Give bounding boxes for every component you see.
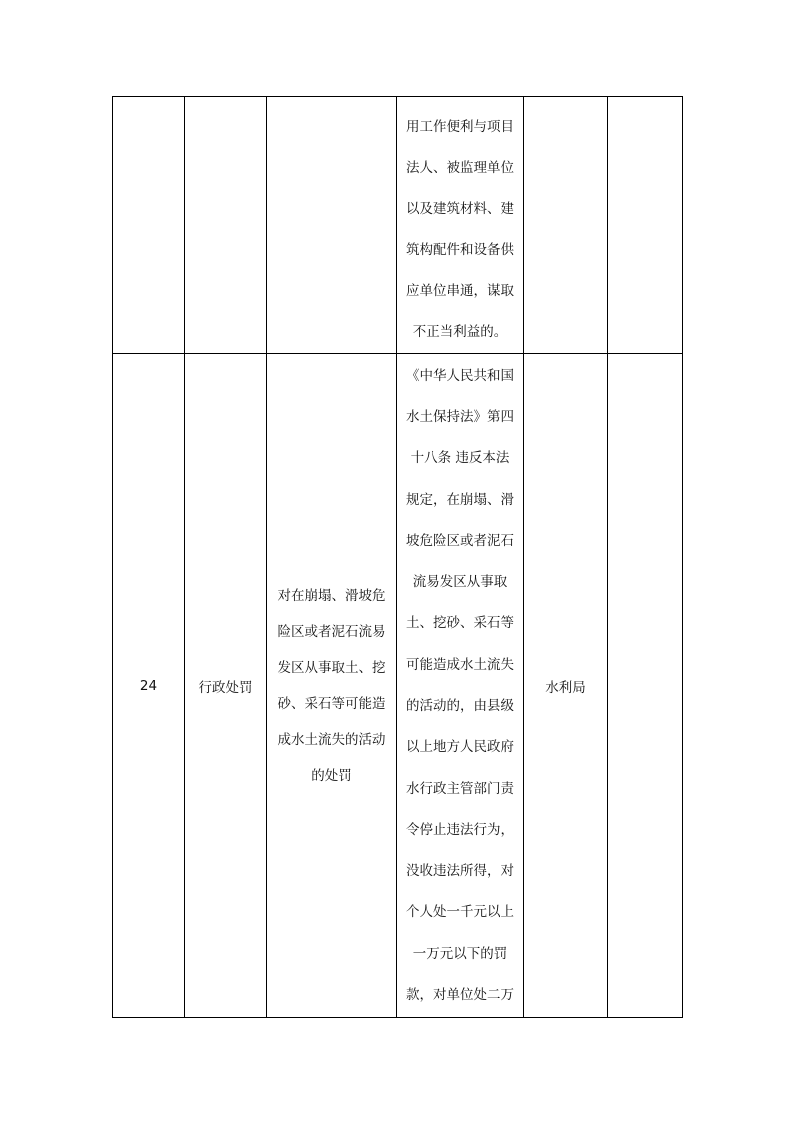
text-line: 的处罚 (311, 767, 352, 784)
text-line: 用工作便利与项目 (406, 119, 514, 135)
cell-legal-basis (397, 354, 524, 1018)
cell-department: 水利局 (524, 354, 608, 1018)
text-line: 《中华人民共和国 (406, 367, 514, 384)
text-line: 水土保持法》第四 (406, 408, 514, 425)
cell-category: 行政处罚 (185, 354, 267, 1018)
cell-item-name (267, 354, 397, 1018)
text-line: 成水土流失的活动 (277, 731, 386, 748)
text-line: 个人处一千元以上 (406, 904, 514, 921)
text-line: 应单位串通，谋取 (406, 283, 514, 299)
table-row-24 (113, 354, 683, 1018)
text-line: 的活动的，由县级 (406, 698, 514, 714)
text-line: 流易发区从事取 (412, 574, 508, 591)
text-line: 险区或者泥石流易 (277, 623, 386, 640)
text-line: 水行政主管部门责 (406, 780, 514, 797)
cell-legal-basis (397, 97, 524, 354)
text-line: 没收违法所得，对 (406, 863, 514, 880)
text-line: 坡危险区或者泥石 (406, 532, 514, 549)
text-line: 发区从事取土、挖 (277, 659, 386, 676)
text-line: 规定，在崩塌、滑 (406, 491, 514, 508)
cell-number (113, 97, 185, 354)
text-line: 以及建筑材料、建 (406, 201, 514, 217)
cell-category (185, 97, 267, 354)
cell-item-name (267, 97, 397, 354)
text-line: 土、挖砂、采石等 (406, 615, 514, 632)
power-list-table (112, 96, 683, 1018)
text-line: 款，对单位处二万 (406, 987, 514, 1004)
text-line: 以上地方人民政府 (406, 739, 514, 756)
cell-remarks (608, 354, 683, 1018)
legal-basis-text (397, 97, 523, 353)
text-line: 一万元以下的罚 (412, 945, 508, 962)
text-line: 令停止违法行为， (406, 821, 514, 838)
legal-basis-text (397, 355, 523, 1017)
text-line: 筑构配件和设备供 (406, 242, 514, 258)
item-name-text (267, 578, 396, 794)
text-line: 不正当利益的。 (412, 324, 508, 340)
cell-remarks (608, 97, 683, 354)
text-line: 砂、采石等可能造 (277, 695, 386, 712)
text-line: 法人、被监理单位 (406, 160, 514, 176)
cell-number: 24 (113, 354, 185, 1018)
text-line: 对在崩塌、滑坡危 (277, 587, 386, 604)
table-row-continued (113, 97, 683, 354)
text-line: 可能造成水土流失 (406, 656, 514, 673)
text-line: 十八条 违反本法 (410, 450, 510, 467)
cell-department (524, 97, 608, 354)
